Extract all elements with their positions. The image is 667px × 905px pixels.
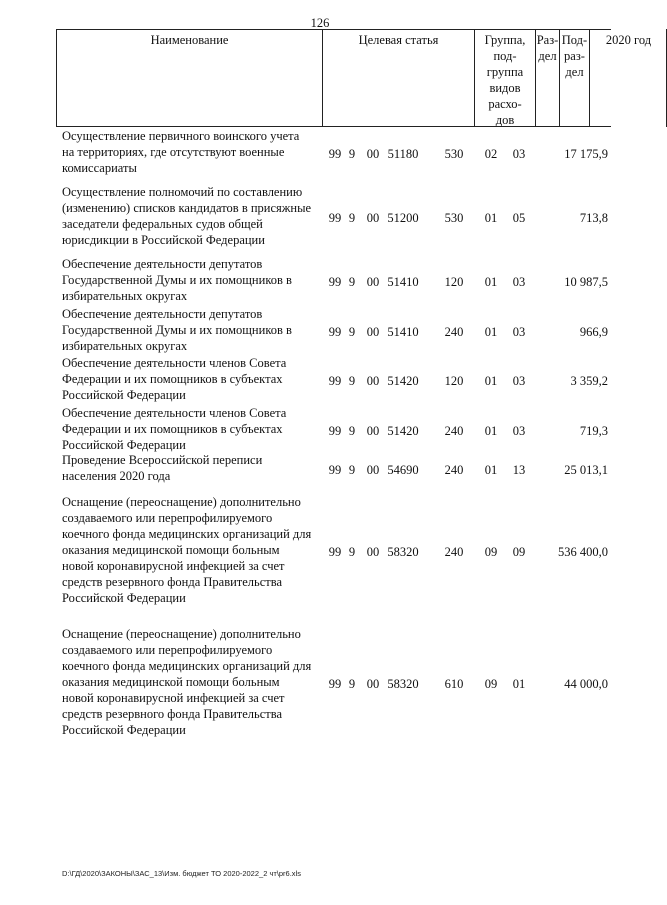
- row-name: Обеспечение деятельности депутатов Государственной Думы и их помощников в избирательных округах: [62, 307, 292, 353]
- subsection: 03: [512, 424, 526, 438]
- row-name: Оснащение (переоснащение) дополнительно создаваемого или перепрофилируемого коечного фонда медицинских организаций для оказания медицинской помощи больным новой коронавирусной инфекцией за счет средств резервного фонда Правительства Российской Федерации: [62, 627, 312, 737]
- header-group: Группа, под- группа видов расхо- дов: [474, 29, 535, 127]
- main-event-code: 00: [366, 147, 380, 161]
- subsection: 03: [512, 147, 526, 161]
- expense-group: 530: [444, 211, 464, 225]
- direction-code: 51180: [387, 147, 419, 161]
- program-code: 99: [328, 275, 342, 289]
- amount: 966,9: [579, 325, 608, 339]
- direction-code: 51420: [387, 424, 419, 438]
- header-section: Раз- дел: [535, 29, 559, 127]
- section: 02: [484, 147, 498, 161]
- subprogram-code: 9: [348, 677, 356, 691]
- section: 09: [484, 545, 498, 559]
- direction-code: 54690: [387, 463, 419, 477]
- expense-group: 240: [444, 424, 464, 438]
- amount: 713,8: [579, 211, 608, 225]
- program-code: 99: [328, 147, 342, 161]
- expense-group: 530: [444, 147, 464, 161]
- subsection: 03: [512, 325, 526, 339]
- direction-code: 58320: [387, 545, 419, 559]
- main-event-code: 00: [366, 463, 380, 477]
- direction-code: 51420: [387, 374, 419, 388]
- main-event-code: 00: [366, 374, 380, 388]
- direction-code: 58320: [387, 677, 419, 691]
- row-name: Проведение Всероссийской переписи населения 2020 года: [62, 453, 263, 483]
- program-code: 99: [328, 374, 342, 388]
- expense-group: 120: [444, 374, 464, 388]
- section: 01: [484, 325, 498, 339]
- program-code: 99: [328, 545, 342, 559]
- expense-group: 120: [444, 275, 464, 289]
- program-code: 99: [328, 211, 342, 225]
- page-number: 126: [310, 16, 330, 30]
- subprogram-code: 9: [348, 211, 356, 225]
- section: 01: [484, 275, 498, 289]
- row-name: Осуществление первичного воинского учета на территориях, где отсутствуют военные комиссариаты: [62, 129, 300, 175]
- row-name: Обеспечение деятельности членов Совета Федерации и их помощников в субъектах Российской Федерации: [62, 356, 287, 402]
- row-name: Оснащение (переоснащение) дополнительно создаваемого или перепрофилируемого коечного фонда медицинских организаций для оказания медицинской помощи больным новой коронавирусной инфекцией за счет средств резервного фонда Правительства Российской Федерации: [62, 495, 312, 605]
- amount: 17 175,9: [564, 147, 608, 161]
- section: 01: [484, 424, 498, 438]
- section: 01: [484, 374, 498, 388]
- header-target: Целевая статья: [322, 29, 474, 127]
- amount: 44 000,0: [564, 677, 608, 691]
- subprogram-code: 9: [348, 463, 356, 477]
- main-event-code: 00: [366, 275, 380, 289]
- table-header: [56, 29, 652, 127]
- subprogram-code: 9: [348, 545, 356, 559]
- amount: 3 359,2: [570, 374, 608, 388]
- section: 01: [484, 463, 498, 477]
- header-name: Наименование: [56, 29, 322, 127]
- row-name: Обеспечение деятельности депутатов Государственной Думы и их помощников в избирательных округах: [62, 257, 292, 303]
- program-code: 99: [328, 677, 342, 691]
- section: 09: [484, 677, 498, 691]
- expense-group: 240: [444, 325, 464, 339]
- subprogram-code: 9: [348, 374, 356, 388]
- main-event-code: 00: [366, 424, 380, 438]
- subsection: 13: [512, 463, 526, 477]
- amount: 719,3: [579, 424, 608, 438]
- subprogram-code: 9: [348, 325, 356, 339]
- direction-code: 51410: [387, 275, 419, 289]
- program-code: 99: [328, 424, 342, 438]
- program-code: 99: [328, 325, 342, 339]
- expense-group: 610: [444, 677, 464, 691]
- program-code: 99: [328, 463, 342, 477]
- header-subsection: Под- раз- дел: [559, 29, 589, 127]
- subsection: 03: [512, 275, 526, 289]
- amount: 10 987,5: [564, 275, 608, 289]
- subsection: 01: [512, 677, 526, 691]
- direction-code: 51410: [387, 325, 419, 339]
- expense-group: 240: [444, 463, 464, 477]
- expense-group: 240: [444, 545, 464, 559]
- subprogram-code: 9: [348, 275, 356, 289]
- subsection: 09: [512, 545, 526, 559]
- main-event-code: 00: [366, 677, 380, 691]
- main-event-code: 00: [366, 211, 380, 225]
- main-event-code: 00: [366, 545, 380, 559]
- file-path-footer: D:\ГД\2020\ЗАКОНЫ\ЗАС_13\Изм. бюджет ТО 2020-2022_2 чт\pr6.xls: [62, 869, 301, 878]
- row-name: Обеспечение деятельности членов Совета Федерации и их помощников в субъектах Российской Федерации: [62, 406, 287, 452]
- amount: 536 400,0: [558, 545, 608, 559]
- section: 01: [484, 211, 498, 225]
- row-name: Осуществление полномочий по составлению (изменению) списков кандидатов в присяжные заседатели федеральных судов общей юрисдикции в Российской Федерации: [62, 185, 312, 247]
- subprogram-code: 9: [348, 424, 356, 438]
- subprogram-code: 9: [348, 147, 356, 161]
- subsection: 05: [512, 211, 526, 225]
- header-year: 2020 год: [589, 29, 667, 127]
- direction-code: 51200: [387, 211, 419, 225]
- amount: 25 013,1: [564, 463, 608, 477]
- main-event-code: 00: [366, 325, 380, 339]
- subsection: 03: [512, 374, 526, 388]
